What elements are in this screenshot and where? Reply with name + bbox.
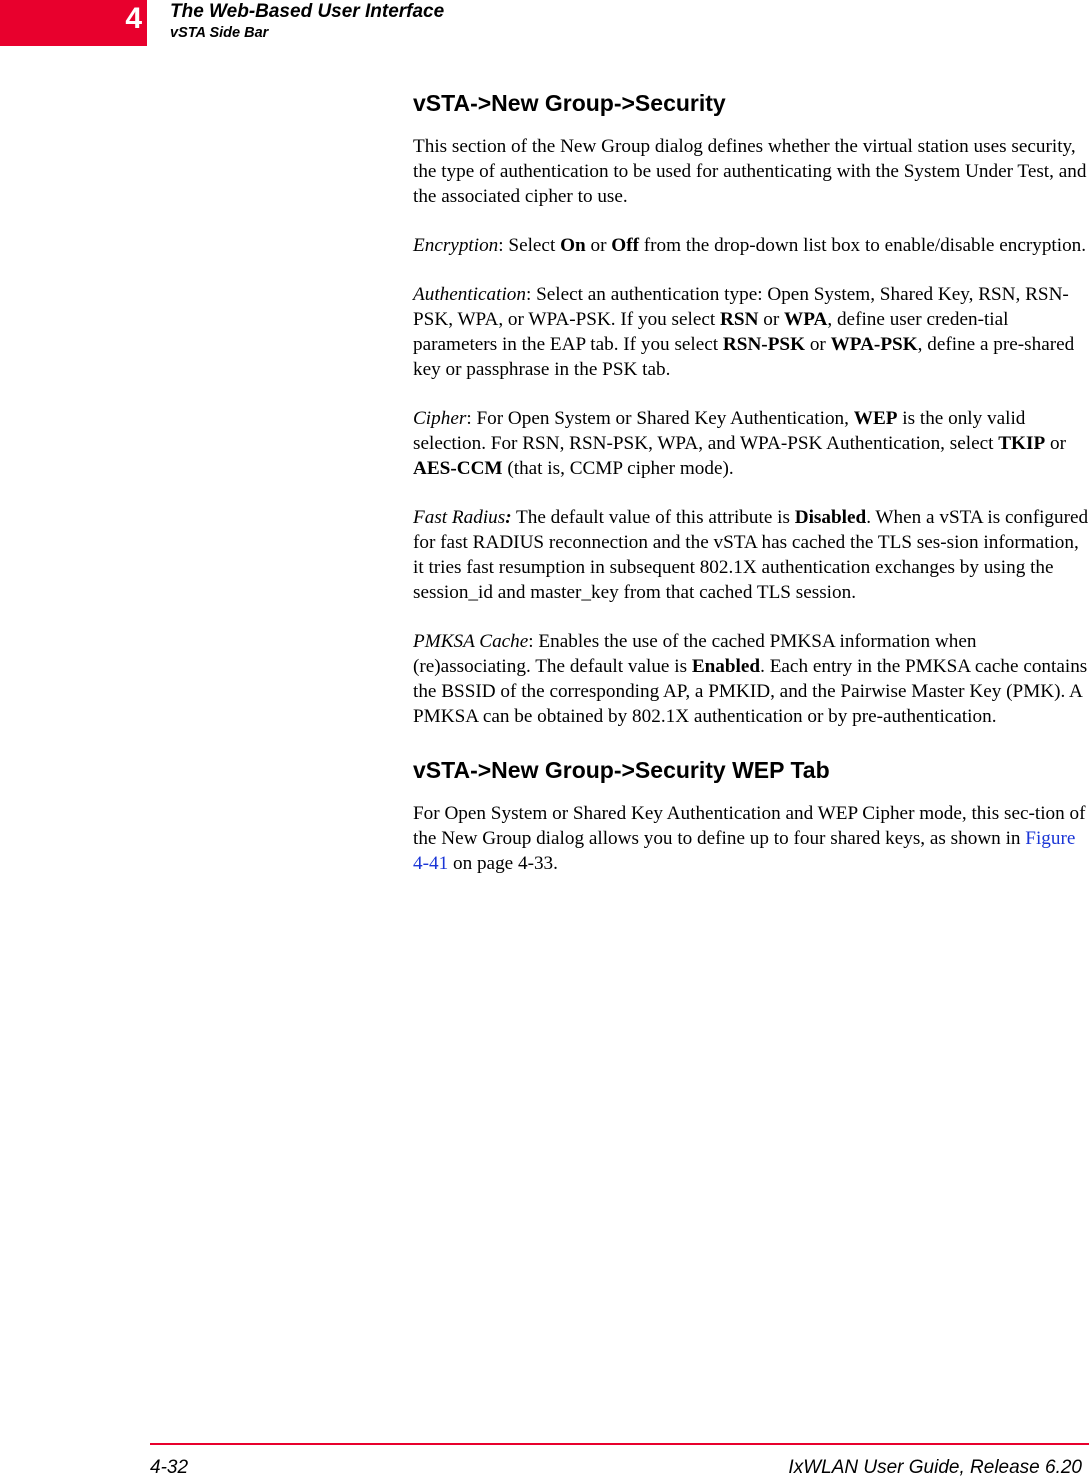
- term-pmksa-cache: PMKSA Cache: [413, 631, 529, 652]
- section-heading-wep-tab: vSTA->New Group->Security WEP Tab: [413, 757, 830, 783]
- paragraph-pmksa-cache: PMKSA Cache: Enables the use of the cached PMKSA information when (re)associating. The default value is Enabled. Each entry in the PMKSA cache contains the BSSID of the corresponding AP, a PMKID, and the Pairwise Master Key (PMK). A PMKSA can be obtained by 802.1X authentication or by pre-authentication.: [413, 631, 1088, 727]
- paragraph-cipher: Cipher: For Open System or Shared Key Authentication, WEP is the only valid selection. For RSN, RSN-PSK, WPA, and WPA-PSK Authentication, select TKIP or AES-CCM (that is, CCMP cipher mode).: [413, 408, 1066, 479]
- running-header-subtitle: vSTA Side Bar: [170, 25, 269, 41]
- term-encryption: Encryption: [413, 235, 499, 256]
- term-cipher: Cipher: [413, 408, 467, 429]
- running-header-title: The Web-Based User Interface: [170, 1, 445, 22]
- term-authentication: Authentication: [413, 284, 526, 305]
- paragraph-wep-tab: For Open System or Shared Key Authentication and WEP Cipher mode, this sec-tion of the New Group dialog allows you to define up to four shared keys, as shown in Figure 4-41 on page 4-33.: [413, 803, 1086, 874]
- chapter-tab: [0, 0, 147, 46]
- paragraph-encryption: Encryption: Select On or Off from the drop-down list box to enable/disable encryption.: [413, 235, 1087, 256]
- paragraph-intro: This section of the New Group dialog defines whether the virtual station uses security, the type of authentication to be used for authenticating with the System Under Test, and the associated cipher to use.: [413, 136, 1087, 207]
- page-number: 4-32: [150, 1457, 189, 1478]
- footer-divider: [150, 1443, 1089, 1445]
- term-fast-radius: Fast Radius: [413, 507, 506, 528]
- figure-link[interactable]: Figure 4-41: [413, 828, 1076, 874]
- guide-title: IxWLAN User Guide, Release 6.20: [788, 1457, 1082, 1478]
- page-body: [413, 86, 1089, 900]
- chapter-number: 4: [125, 2, 142, 35]
- section-heading-security: vSTA->New Group->Security: [413, 90, 726, 116]
- paragraph-authentication: Authentication: Select an authentication type: Open System, Shared Key, RSN, RSN-PSK, WPA, or WPA-PSK. If you select RSN or WPA, define user creden-tial parameters in the EAP tab. If you select RSN-PSK or WPA-PSK, define a pre-shared key or passphrase in the PSK tab.: [413, 284, 1075, 380]
- paragraph-fast-radius: Fast Radius: The default value of this attribute is Disabled. When a vSTA is configured for fast RADIUS reconnection and the vSTA has cached the TLS ses-sion information, it tries fast resumption in subsequent 802.1X authentication exchanges by using the session_id and master_key from that cached TLS session.: [413, 507, 1089, 603]
